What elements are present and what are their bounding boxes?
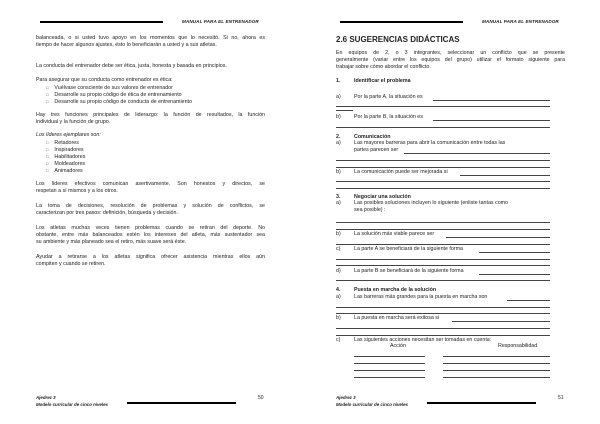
answer-line[interactable] xyxy=(460,175,550,176)
paragraph: tiempo de hacer algunos ajustes, ésto lo beneficiarán a usted y a sus atletas. xyxy=(36,42,217,48)
item-letter: a) xyxy=(336,200,341,206)
list-item: □ Vuélvase consciente de sus valores de entrenador xyxy=(46,84,173,92)
footer-rule xyxy=(127,402,236,404)
paragraph: caracterizan por tres pasos: definición, búsqueda y decisión. xyxy=(36,210,178,216)
item-label: La parte A se beneficiará de la siguiente forma xyxy=(354,246,463,252)
paragraph: En equipos de 2, o 3 integrantes, seleccionar un conflicto que se presente xyxy=(336,50,565,56)
paragraph: Los atletas muchas veces tienen problemas cuando se retiran del deporte. No xyxy=(36,225,265,231)
answer-line[interactable] xyxy=(479,252,550,253)
section-heading: Negociar una solución xyxy=(354,194,411,200)
paragraph: Ayudar a retirarse a los atletas significa ofrecer asistencia mientras ellos aún xyxy=(36,254,265,260)
list-item: □ Inspiradores xyxy=(46,146,84,154)
answer-line[interactable] xyxy=(479,274,550,275)
item-letter: b) xyxy=(336,231,341,237)
answer-line[interactable] xyxy=(336,167,550,168)
section-heading: Identificar el problema xyxy=(354,78,411,84)
answer-line[interactable] xyxy=(336,181,550,182)
item-label: Por la parte A, la situación es xyxy=(354,94,423,100)
section-number: 1. xyxy=(336,78,341,84)
paragraph: compiten y cuando se retiren. xyxy=(36,261,106,267)
item-letter: a) xyxy=(336,94,341,100)
item-letter: b) xyxy=(336,315,341,321)
answer-line[interactable] xyxy=(443,363,550,364)
answer-line[interactable] xyxy=(443,377,550,378)
answer-line[interactable] xyxy=(336,127,550,128)
item-label: Por la parte B, la situación es xyxy=(354,114,423,120)
item-label: La puesta en marcha será exitosa si xyxy=(354,315,440,321)
list-item: □ Habilitadores xyxy=(46,153,85,161)
list-item: □ Desarrolle su propio código de ética de entrenamiento xyxy=(46,91,182,99)
item-label: Las mayores barreras para abrir la comunicación entre todas las xyxy=(354,140,506,146)
item-label: La solución más viable parece ser xyxy=(354,231,435,237)
paragraph: individual y la función de grupo. xyxy=(36,119,111,125)
item-label: La comunicación puede ser mejorada si xyxy=(354,169,448,175)
list-item: □ Animadores xyxy=(46,167,83,175)
list-item: □ Retadores xyxy=(46,139,79,147)
column-heading-responsibility: Responsabilidad xyxy=(498,343,538,349)
footer-subtitle: Modelo curricular de cinco niveles xyxy=(36,402,108,407)
item-label: Las siguientes acciones necesitan ser tomadas en cuenta: xyxy=(354,337,492,343)
page-number: 50 xyxy=(258,395,264,401)
answer-line[interactable] xyxy=(443,356,550,357)
item-letter: a) xyxy=(336,140,341,146)
footer-title: Ajedrez 3 xyxy=(36,395,56,400)
answer-line[interactable] xyxy=(336,110,353,111)
footer-title: Ajedrez 3 xyxy=(336,395,356,400)
paragraph: generalmente (variar entre los equipos del grupo) utilizar el formato siguiente para xyxy=(336,57,565,63)
answer-line[interactable] xyxy=(336,244,550,245)
paragraph: obstante, entre más balanceados estén los intereses del atleta, más sustentador sea xyxy=(36,232,265,238)
paragraph: La toma de decisiones, resolución de problemas y solución de conflictos, se xyxy=(36,203,265,209)
answer-line[interactable] xyxy=(336,280,550,281)
item-label: La parte B se beneficiará de la siguiente forma xyxy=(354,268,464,274)
answer-line[interactable] xyxy=(507,300,550,301)
answer-line[interactable] xyxy=(336,222,550,223)
list-item: □ Moldeadores xyxy=(46,160,85,168)
footer-rule xyxy=(427,402,536,404)
answer-line[interactable] xyxy=(433,120,550,121)
section-number: 3. xyxy=(336,194,341,200)
item-label: partes parecen ser xyxy=(354,147,399,153)
paragraph: Hay tres funciones principales de liderazgo: la función de resultados, la función xyxy=(36,112,265,118)
running-header: MANUAL PARA EL ENTRENADOR xyxy=(482,19,559,24)
item-label: Las posibles soluciones incluyen lo siguiente (enliste tantas como xyxy=(354,200,508,206)
page-right xyxy=(300,0,600,424)
item-label: Las barreras más grandes para la puesta en marcha son xyxy=(354,294,488,300)
answer-line[interactable] xyxy=(336,328,550,329)
answer-line[interactable] xyxy=(354,377,425,378)
item-letter: a) xyxy=(336,294,341,300)
header-rule xyxy=(40,21,163,23)
header-rule xyxy=(340,21,463,23)
answer-line[interactable] xyxy=(336,307,550,308)
item-letter: c) xyxy=(336,246,341,252)
paragraph: balanceada, o si usted tuvo apoyo en los momentos que lo necesitó. Si no, ahora es xyxy=(36,35,265,41)
section-number: 4. xyxy=(336,287,341,293)
paragraph: Los líderes efectivos comunican asertivamente. Son honestos y directos, se xyxy=(36,181,265,187)
paragraph: trabajar sobre cómo abordar el conflicto. xyxy=(336,64,431,70)
answer-line[interactable] xyxy=(336,106,550,107)
section-number: 2. xyxy=(336,134,341,140)
paragraph: respetan a sí mismos y a los otros. xyxy=(36,188,118,194)
answer-line[interactable] xyxy=(452,321,550,322)
item-letter: d) xyxy=(336,268,341,274)
answer-line[interactable] xyxy=(336,160,550,161)
answer-line[interactable] xyxy=(336,313,550,314)
item-label: sea posible) : xyxy=(354,207,386,213)
paragraph: Los líderes ejemplares son: xyxy=(36,132,101,138)
paragraph: La conducta del entrenador debe ser ética, justa, honesta y basada en principios. xyxy=(36,63,227,69)
answer-line[interactable] xyxy=(336,188,550,189)
answer-line[interactable] xyxy=(336,229,550,230)
answer-line[interactable] xyxy=(354,356,425,357)
answer-line[interactable] xyxy=(336,265,550,266)
answer-line[interactable] xyxy=(354,370,425,371)
section-heading: Puesta en marcha de la solución xyxy=(354,287,437,293)
answer-line[interactable] xyxy=(404,153,550,154)
item-letter: b) xyxy=(336,114,341,120)
section-title: 2.6 SUGERENCIAS DIDÁCTICAS xyxy=(336,35,460,44)
answer-line[interactable] xyxy=(433,100,550,101)
footer-subtitle: Modelo curricular de cinco niveles xyxy=(336,402,408,407)
page-number: 51 xyxy=(558,395,564,401)
answer-line[interactable] xyxy=(336,335,550,336)
paragraph: su ambiente y más planeado sea el retiro, más suave será éste. xyxy=(36,239,187,245)
answer-line[interactable] xyxy=(443,370,550,371)
column-heading-action: Acción xyxy=(390,343,406,349)
answer-line[interactable] xyxy=(446,237,550,238)
answer-line[interactable] xyxy=(336,259,550,260)
list-item: □ Desarrolle su propio código de conducta de entrenamiento xyxy=(46,98,192,106)
item-letter: b) xyxy=(336,169,341,175)
section-heading: Comunicación xyxy=(354,134,391,140)
running-header: MANUAL PARA EL ENTRENADOR xyxy=(182,19,259,24)
item-letter: c) xyxy=(336,337,341,343)
answer-line[interactable] xyxy=(354,363,425,364)
paragraph: Para asegurar que su conducta como entrenador es ética: xyxy=(36,77,173,83)
